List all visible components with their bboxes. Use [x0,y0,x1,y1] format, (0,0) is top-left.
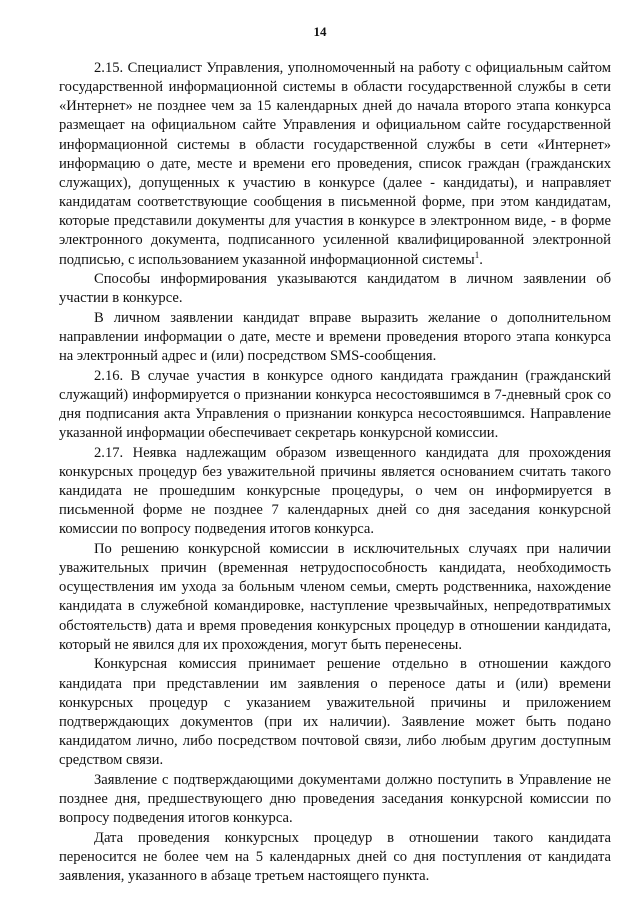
document-body [59,59,611,886]
paragraph-2-17: 2.17. Неявка надлежащим образом извещенного кандидата для прохождения конкурсных процедур без уважительной причины является основанием считать такого кандидата не прошедшим конкурсные процедуры, о чем он информируется в письменной форме не позднее 7 календарных дней со дня заседания конкурсной комиссии по вопросу подведения итогов конкурса. [59,444,611,538]
footnote-marker[interactable]: 1 [474,249,480,260]
paragraph-reschedule-decision: По решению конкурсной комиссии в исключительных случаях при наличии уважительных причин (временная нетрудоспособность кандидата, необходимость осуществления им ухода за больным членом семьи, смерть родственника, нахождение кандидата в служебной командировке, наступление чрезвычайных, непредотвратимых обстоятельств) дата и время проведения конкурсных процедур в отношении кандидата, который не явился для их прохождения, могут быть перенесены. [59,540,611,653]
paragraph-2-16: 2.16. В случае участия в конкурсе одного кандидата гражданин (гражданский служащий) информируется о признании конкурса несостоявшимся в 7-дневный срок со дня подписания акта Управления о признании конкурса несостоявшимся. Направление указанной информации обеспечивает секретарь конкурсной комиссии. [59,367,611,441]
page-number: 14 [313,24,327,39]
paragraph-notification-methods: Способы информирования указываются кандидатом в личном заявлении об участии в конкурсе. [59,271,611,307]
paragraph-2-15 [59,59,611,270]
paragraph-application-deadline: Заявление с подтверждающими документами должно поступить в Управление не позднее дня, предшествующего дню проведения заседания конкурсной комиссии по вопросу подведения итогов конкурса. [59,771,611,827]
paragraph-commission-decision: Конкурсная комиссия принимает решение отдельно в отношении каждого кандидата при представлении им заявления о переносе даты и (или) времени конкурсных процедур с указанием уважительной причины и приложением подтверждающих документов (при их наличии). Заявление может быть подано кандидатом лично, либо посредством почтовой связи, либо любым другим доступным средством связи. [59,656,611,769]
paragraph-end: . [479,251,483,268]
paragraph-reschedule-limit: Дата проведения конкурсных процедур в отношении такого кандидата переносится не более чем на 5 календарных дней со дня поступления от кандидата заявления, указанного в абзаце третьем настоящего пункта. [59,829,611,885]
paragraph-additional-notification: В личном заявлении кандидат вправе выразить желание о дополнительном направлении информации о дате, месте и времени проведения второго этапа конкурса на электронный адрес и (или) посредством SMS-сообщения. [59,310,611,365]
paragraph-text: 2.15. Специалист Управления, уполномоченный на работу с официальным сайтом государственной информационной системы в области государственной службы в сети «Интернет» не позднее чем за 15 календарных дней до начала второго этапа конкурса размещает на официальном сайте Управления и официальном сайте государственной информационной системы в области государственной службы в сети «Интернет» информацию о дате, месте и времени его проведения, список граждан (гражданских служащих), допущенных к участию в конкурсе (далее - кандидаты), и направляет кандидатам соответствующие сообщения в письменной форме, при этом кандидатам, которые представили документы для участия в конкурсе в электронном виде, - в форме электронного документа, подписанного усиленной квалифицированной электронной подписью, с использованием указанной информационной системы [59,60,611,268]
